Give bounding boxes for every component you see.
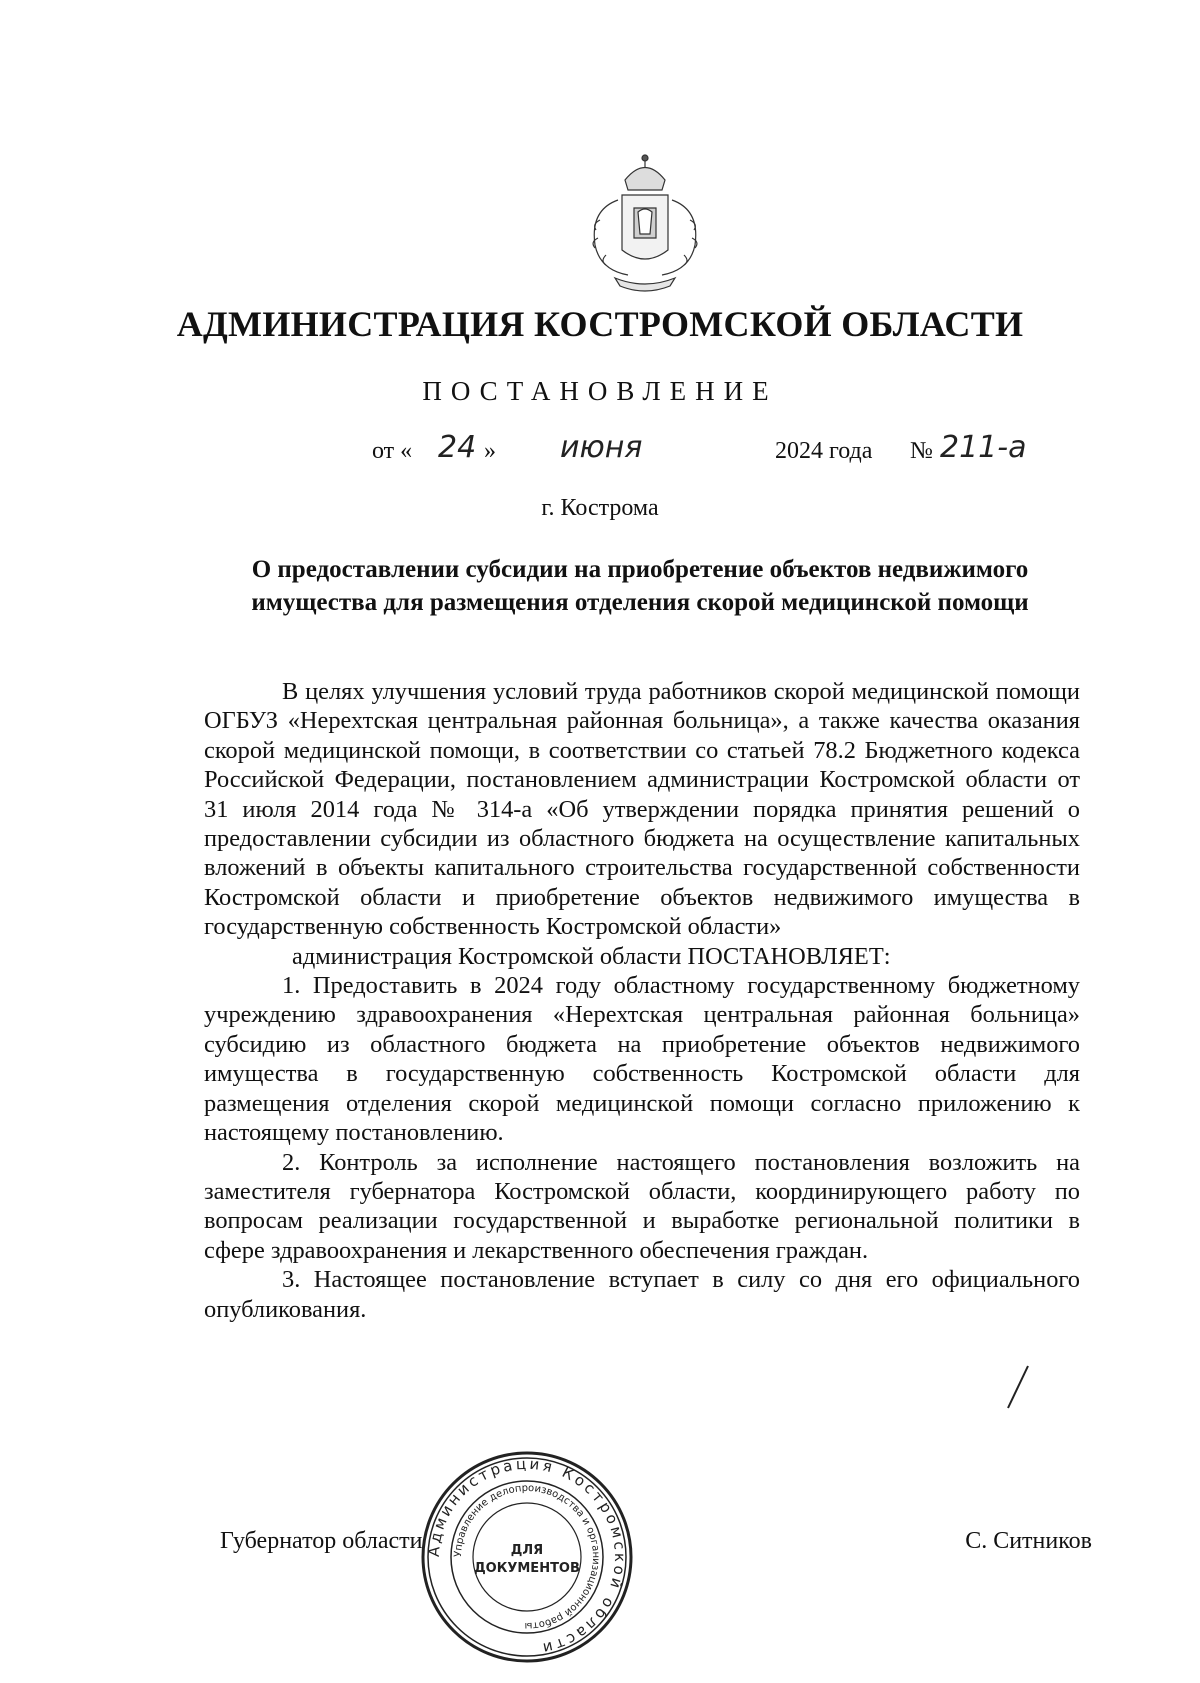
preamble-paragraph: В целях улучшения условий труда работников скорой медицинской помощи ОГБУЗ «Нерехтская центральная районная больница», а также качества оказания скорой медицинской помощи, в соответствии со статьей 78.2 Бюджетного кодекса Российской Федерации, постановлением администрации Костромской области от 31 июля 2014 года № 314-а «Об утверждении порядка принятия решений о предоставлении субсидии из областного бюджета на осуществление капитальных вложений в объекты капитального строительства государственной собственности Костромской области и приобретение объектов недвижимого имущества в государственную собственность Костромской области»: [204, 678, 1080, 941]
organization-name: АДМИНИСТРАЦИЯ КОСТРОМСКОЙ ОБЛАСТИ: [176, 304, 1024, 344]
signatory-title: Губернатор области: [220, 1528, 423, 1554]
seal-center-line-2: ДОКУМЕНТОВ: [474, 1561, 580, 1576]
document-number-handwritten: 211-а: [940, 430, 1027, 465]
seal-inner-text: Управление делопроизводства и организационной работы: [452, 1482, 602, 1632]
signatory-name: С. Ситников: [965, 1528, 1092, 1554]
date-day-handwritten: 24: [438, 430, 477, 465]
number-prefix: №: [910, 438, 933, 464]
date-year: 2024 года: [775, 438, 873, 464]
date-month-handwritten: июня: [560, 430, 643, 465]
city: г. Кострома: [541, 495, 659, 521]
official-seal-stamp: [418, 1448, 636, 1666]
date-prefix: от «: [372, 438, 413, 464]
item-3-paragraph: 3. Настоящее постановление вступает в силу со дня его официального опубликования.: [204, 1266, 1080, 1323]
document-body: [204, 677, 1080, 1324]
date-close-quote: »: [484, 438, 496, 464]
seal-outer-text: Администрация Костромской области: [424, 1454, 630, 1659]
item-1-paragraph: 1. Предоставить в 2024 году областному государственному бюджетному учреждению здравоохранения «Нерехтская центральная районная больница» субсидию из областного бюджета на приобретение объектов недвижимого имущества в государственную собственность Костромской области для размещения отделения скорой медицинской помощи согласно приложению к настоящему постановлению.: [204, 972, 1080, 1147]
title-line-1: О предоставлении субсидии на приобретение объектов недвижимого: [251, 556, 1029, 583]
item-2-paragraph: 2. Контроль за исполнение настоящего постановления возложить на заместителя губернатора Костромской области, координирующего работу по вопросам реализации государственной и выработке региональной политики в сфере здравоохранения и лекарственного обеспечения граждан.: [204, 1148, 1080, 1264]
decree-paragraph: администрация Костромской области ПОСТАНОВЛЯЕТ:: [292, 942, 891, 970]
coat-of-arms-emblem: [570, 150, 720, 300]
document-title: [190, 553, 1090, 619]
handwritten-slash-mark: [1002, 1362, 1032, 1412]
document-type: ПОСТАНОВЛЕНИЕ: [422, 376, 778, 406]
title-line-2: имущества для размещения отделения скорой медицинской помощи: [251, 589, 1029, 616]
seal-center-line-1: ДЛЯ: [510, 1543, 544, 1558]
date-line: [0, 430, 1200, 480]
